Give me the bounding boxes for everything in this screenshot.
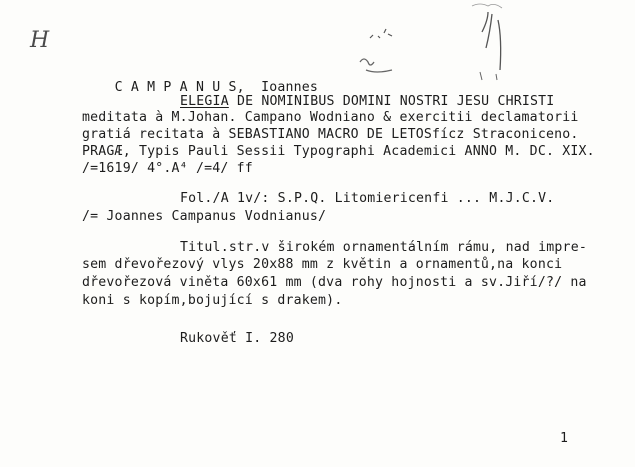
imprint-line: PRAGÆ, Typis Pauli Sessii Typographi Academici ANNO M. DC. XIX. [82,144,595,159]
title-line-1 [180,94,554,110]
page-number: 1 [560,431,569,446]
title-line-2: meditata à M.Johan. Campano Wodniano & exercitii declamatorii [82,110,579,125]
format-line: /=1619/ 4°.A⁴ /=4/ ff [82,161,253,176]
shelfmark: Rukověť I. 280 [180,331,294,346]
collation-line-2: /= Joannes Campanus Vodnianus/ [82,209,327,224]
title-line-1-rest: DE NOMINIBUS DOMINI NOSTRI JESU CHRISTI [228,94,555,109]
author-forename: Ioannes [261,80,319,95]
description-line-3: dřevořezová viněta 60x61 mm (dva rohy hojnosti a sv.Jiří/?/ na [82,275,587,290]
title-line-3: gratiá recitata à SEBASTIANO MACRO DE LETOSfícz Straconiceno. [82,127,579,142]
description-line-4: koni s kopím,bojující s drakem). [82,293,343,308]
title-lead-word: ELEGIA [180,94,229,109]
author-surname: C A M P A N U S, [114,80,245,95]
description-line-1: Titul.str.v širokém ornamentálním rámu, nad impre- [180,240,587,255]
pencil-annotation-icon [350,0,635,90]
description-line-2: sem dřevořezový vlys 20x88 mm z květin a ornamentů,na konci [82,257,563,272]
collation-line-1: Fol./A 1v/: S.P.Q. Litomiericenfi ... M.J.C.V. [180,191,555,206]
corner-mark: H [30,28,50,53]
